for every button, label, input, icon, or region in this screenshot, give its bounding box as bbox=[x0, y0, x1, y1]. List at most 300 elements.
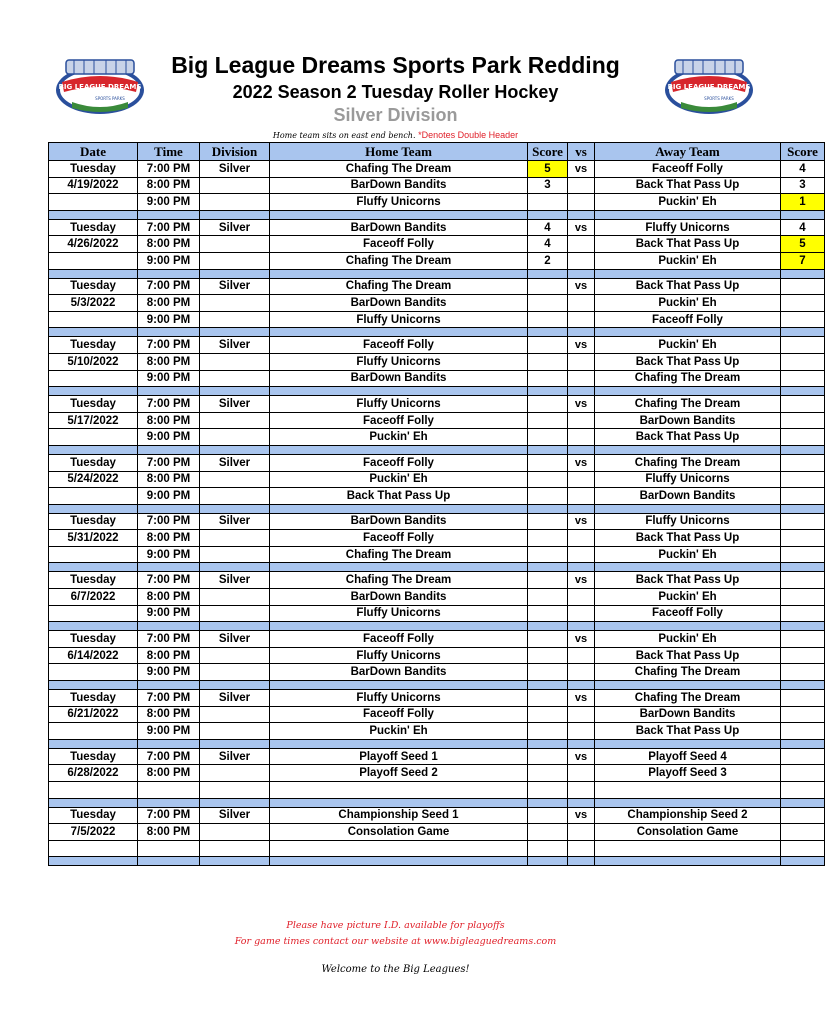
game-time: 9:00 PM bbox=[138, 546, 200, 563]
away-team: Puckin' Eh bbox=[595, 546, 781, 563]
game-date: 5/31/2022 bbox=[49, 530, 138, 547]
away-team: Puckin' Eh bbox=[595, 252, 781, 269]
separator-cell bbox=[528, 445, 568, 454]
home-score bbox=[528, 840, 568, 857]
game-time: 9:00 PM bbox=[138, 605, 200, 622]
bench-note bbox=[0, 130, 791, 140]
home-score bbox=[528, 706, 568, 723]
game-row bbox=[49, 370, 825, 387]
game-division: Silver bbox=[200, 219, 270, 236]
away-score: 3 bbox=[781, 177, 825, 194]
game-day: Tuesday bbox=[49, 278, 138, 295]
vs-label bbox=[568, 488, 595, 505]
col-header-away-score: Score bbox=[781, 143, 825, 161]
separator-cell bbox=[49, 504, 138, 513]
home-score: 5 bbox=[528, 161, 568, 178]
game-time: 7:00 PM bbox=[138, 513, 200, 530]
separator-cell bbox=[568, 269, 595, 278]
separator-cell bbox=[270, 739, 528, 748]
separator-cell bbox=[270, 328, 528, 337]
away-score bbox=[781, 690, 825, 707]
game-division: Silver bbox=[200, 807, 270, 824]
separator-cell bbox=[138, 328, 200, 337]
separator-cell bbox=[270, 504, 528, 513]
away-score bbox=[781, 664, 825, 681]
home-score: 4 bbox=[528, 236, 568, 253]
away-score: 4 bbox=[781, 219, 825, 236]
game-row bbox=[49, 396, 825, 413]
away-team: Faceoff Folly bbox=[595, 161, 781, 178]
away-score bbox=[781, 353, 825, 370]
footer-website-note: For game times contact our website at www.bigleaguedreams.com bbox=[234, 936, 557, 947]
vs-label bbox=[568, 706, 595, 723]
game-time: 7:00 PM bbox=[138, 572, 200, 589]
game-division bbox=[200, 370, 270, 387]
separator-cell bbox=[781, 387, 825, 396]
home-team: Faceoff Folly bbox=[270, 631, 528, 648]
game-date: 6/14/2022 bbox=[49, 647, 138, 664]
vs-label bbox=[568, 664, 595, 681]
separator-cell bbox=[138, 622, 200, 631]
vs-label bbox=[568, 647, 595, 664]
schedule-body bbox=[49, 161, 825, 866]
vs-label: vs bbox=[568, 396, 595, 413]
page-title: Big League Dreams Sports Park Redding bbox=[171, 52, 620, 78]
away-team: Back That Pass Up bbox=[595, 278, 781, 295]
game-division bbox=[200, 311, 270, 328]
away-score bbox=[781, 572, 825, 589]
home-score bbox=[528, 396, 568, 413]
vs-label bbox=[568, 765, 595, 782]
away-team: Chafing The Dream bbox=[595, 664, 781, 681]
week-separator bbox=[49, 857, 825, 866]
week-separator bbox=[49, 622, 825, 631]
away-score bbox=[781, 782, 825, 799]
separator-cell bbox=[138, 681, 200, 690]
away-team: Faceoff Folly bbox=[595, 311, 781, 328]
game-time: 8:00 PM bbox=[138, 589, 200, 606]
away-team: BarDown Bandits bbox=[595, 488, 781, 505]
away-score bbox=[781, 454, 825, 471]
separator-cell bbox=[781, 504, 825, 513]
away-team: Playoff Seed 4 bbox=[595, 748, 781, 765]
home-score bbox=[528, 471, 568, 488]
game-time: 9:00 PM bbox=[138, 252, 200, 269]
game-time: 8:00 PM bbox=[138, 647, 200, 664]
footer-id-note: Please have picture I.D. available for playoffs bbox=[286, 920, 505, 931]
separator-cell bbox=[270, 387, 528, 396]
home-team: Fluffy Unicorns bbox=[270, 396, 528, 413]
vs-label: vs bbox=[568, 690, 595, 707]
home-team: Faceoff Folly bbox=[270, 337, 528, 354]
away-score bbox=[781, 631, 825, 648]
vs-label bbox=[568, 236, 595, 253]
vs-label bbox=[568, 311, 595, 328]
separator-cell bbox=[200, 681, 270, 690]
away-score bbox=[781, 337, 825, 354]
away-team: Playoff Seed 3 bbox=[595, 765, 781, 782]
separator-cell bbox=[595, 210, 781, 219]
away-score bbox=[781, 824, 825, 841]
game-row bbox=[49, 572, 825, 589]
week-separator bbox=[49, 504, 825, 513]
separator-cell bbox=[781, 563, 825, 572]
game-row bbox=[49, 278, 825, 295]
game-time: 8:00 PM bbox=[138, 177, 200, 194]
col-header-date: Date bbox=[49, 143, 138, 161]
col-header-away-team: Away Team bbox=[595, 143, 781, 161]
separator-cell bbox=[270, 445, 528, 454]
home-team: Consolation Game bbox=[270, 824, 528, 841]
away-team: Fluffy Unicorns bbox=[595, 471, 781, 488]
game-division: Silver bbox=[200, 572, 270, 589]
home-team: Puckin' Eh bbox=[270, 471, 528, 488]
vs-label bbox=[568, 723, 595, 740]
separator-cell bbox=[200, 387, 270, 396]
home-score bbox=[528, 488, 568, 505]
away-team: BarDown Bandits bbox=[595, 706, 781, 723]
away-team: Back That Pass Up bbox=[595, 177, 781, 194]
table-header-row bbox=[49, 143, 825, 161]
game-time: 7:00 PM bbox=[138, 690, 200, 707]
game-division: Silver bbox=[200, 748, 270, 765]
separator-cell bbox=[270, 857, 528, 866]
away-score bbox=[781, 471, 825, 488]
game-row bbox=[49, 690, 825, 707]
game-division: Silver bbox=[200, 278, 270, 295]
separator-cell bbox=[781, 445, 825, 454]
home-team: Chafing The Dream bbox=[270, 161, 528, 178]
separator-cell bbox=[49, 563, 138, 572]
home-score bbox=[528, 723, 568, 740]
division-heading: Silver Division bbox=[333, 105, 458, 125]
game-division bbox=[200, 782, 270, 799]
away-team: Faceoff Folly bbox=[595, 605, 781, 622]
game-time: 9:00 PM bbox=[138, 370, 200, 387]
week-separator bbox=[49, 328, 825, 337]
week-separator bbox=[49, 739, 825, 748]
game-division bbox=[200, 177, 270, 194]
separator-cell bbox=[595, 857, 781, 866]
game-row bbox=[49, 647, 825, 664]
separator-cell bbox=[568, 328, 595, 337]
away-team: Back That Pass Up bbox=[595, 530, 781, 547]
separator-cell bbox=[200, 269, 270, 278]
separator-cell bbox=[781, 798, 825, 807]
separator-cell bbox=[528, 622, 568, 631]
home-team: Puckin' Eh bbox=[270, 723, 528, 740]
game-time: 8:00 PM bbox=[138, 353, 200, 370]
game-row bbox=[49, 337, 825, 354]
game-division: Silver bbox=[200, 396, 270, 413]
separator-cell bbox=[781, 328, 825, 337]
away-score bbox=[781, 530, 825, 547]
separator-cell bbox=[528, 210, 568, 219]
away-team: Championship Seed 2 bbox=[595, 807, 781, 824]
game-time: 8:00 PM bbox=[138, 530, 200, 547]
game-division: Silver bbox=[200, 513, 270, 530]
home-score bbox=[528, 664, 568, 681]
vs-label bbox=[568, 546, 595, 563]
game-time: 8:00 PM bbox=[138, 295, 200, 312]
away-score bbox=[781, 647, 825, 664]
game-division bbox=[200, 546, 270, 563]
separator-cell bbox=[200, 622, 270, 631]
home-team: Fluffy Unicorns bbox=[270, 311, 528, 328]
game-time: 7:00 PM bbox=[138, 631, 200, 648]
week-separator bbox=[49, 387, 825, 396]
separator-cell bbox=[781, 681, 825, 690]
home-team: BarDown Bandits bbox=[270, 295, 528, 312]
home-score bbox=[528, 454, 568, 471]
game-division bbox=[200, 471, 270, 488]
game-row bbox=[49, 824, 825, 841]
home-team bbox=[270, 782, 528, 799]
away-team: Back That Pass Up bbox=[595, 236, 781, 253]
home-team: Fluffy Unicorns bbox=[270, 605, 528, 622]
away-score bbox=[781, 840, 825, 857]
separator-cell bbox=[200, 328, 270, 337]
vs-label: vs bbox=[568, 337, 595, 354]
home-team: BarDown Bandits bbox=[270, 219, 528, 236]
game-division bbox=[200, 252, 270, 269]
home-score bbox=[528, 412, 568, 429]
game-row bbox=[49, 311, 825, 328]
game-time: 9:00 PM bbox=[138, 664, 200, 681]
game-division bbox=[200, 605, 270, 622]
separator-cell bbox=[270, 798, 528, 807]
separator-cell bbox=[568, 563, 595, 572]
empty-cell bbox=[49, 429, 138, 446]
separator-cell bbox=[270, 622, 528, 631]
home-team: Fluffy Unicorns bbox=[270, 353, 528, 370]
separator-cell bbox=[200, 739, 270, 748]
game-division bbox=[200, 589, 270, 606]
separator-cell bbox=[49, 328, 138, 337]
separator-cell bbox=[270, 681, 528, 690]
home-team bbox=[270, 840, 528, 857]
vs-label bbox=[568, 840, 595, 857]
away-team: Puckin' Eh bbox=[595, 194, 781, 211]
game-time bbox=[138, 840, 200, 857]
game-division: Silver bbox=[200, 690, 270, 707]
game-row bbox=[49, 177, 825, 194]
home-score bbox=[528, 370, 568, 387]
away-score bbox=[781, 278, 825, 295]
separator-cell bbox=[528, 681, 568, 690]
game-division bbox=[200, 236, 270, 253]
away-team: Back That Pass Up bbox=[595, 429, 781, 446]
separator-cell bbox=[138, 210, 200, 219]
separator-cell bbox=[595, 563, 781, 572]
vs-label: vs bbox=[568, 572, 595, 589]
game-division bbox=[200, 530, 270, 547]
schedule-table bbox=[48, 142, 825, 866]
game-division bbox=[200, 353, 270, 370]
separator-cell bbox=[568, 798, 595, 807]
home-team: Faceoff Folly bbox=[270, 236, 528, 253]
vs-label bbox=[568, 353, 595, 370]
away-team: Chafing The Dream bbox=[595, 454, 781, 471]
game-division bbox=[200, 429, 270, 446]
away-team bbox=[595, 782, 781, 799]
home-score bbox=[528, 530, 568, 547]
vs-label: vs bbox=[568, 454, 595, 471]
game-row bbox=[49, 236, 825, 253]
away-score bbox=[781, 546, 825, 563]
home-score bbox=[528, 631, 568, 648]
away-score bbox=[781, 412, 825, 429]
game-day: Tuesday bbox=[49, 396, 138, 413]
home-team: BarDown Bandits bbox=[270, 370, 528, 387]
away-team: Puckin' Eh bbox=[595, 295, 781, 312]
away-score bbox=[781, 723, 825, 740]
separator-cell bbox=[568, 210, 595, 219]
game-date: 6/28/2022 bbox=[49, 765, 138, 782]
home-score bbox=[528, 546, 568, 563]
game-day: Tuesday bbox=[49, 337, 138, 354]
vs-label bbox=[568, 429, 595, 446]
away-team: Puckin' Eh bbox=[595, 337, 781, 354]
game-division bbox=[200, 824, 270, 841]
game-row bbox=[49, 706, 825, 723]
home-team: Puckin' Eh bbox=[270, 429, 528, 446]
separator-cell bbox=[49, 210, 138, 219]
game-row bbox=[49, 840, 825, 857]
separator-cell bbox=[49, 445, 138, 454]
separator-cell bbox=[595, 445, 781, 454]
home-score bbox=[528, 824, 568, 841]
separator-cell bbox=[781, 622, 825, 631]
home-score: 3 bbox=[528, 177, 568, 194]
separator-cell bbox=[781, 857, 825, 866]
home-team: Chafing The Dream bbox=[270, 572, 528, 589]
home-team: Chafing The Dream bbox=[270, 278, 528, 295]
separator-cell bbox=[49, 739, 138, 748]
svg-text:BIG LEAGUE DREAMS: BIG LEAGUE DREAMS bbox=[667, 83, 751, 91]
separator-cell bbox=[270, 563, 528, 572]
empty-cell bbox=[49, 311, 138, 328]
separator-cell bbox=[781, 210, 825, 219]
separator-cell bbox=[200, 798, 270, 807]
game-day: Tuesday bbox=[49, 219, 138, 236]
game-division bbox=[200, 488, 270, 505]
game-division: Silver bbox=[200, 454, 270, 471]
game-day: Tuesday bbox=[49, 748, 138, 765]
empty-cell bbox=[49, 252, 138, 269]
game-row bbox=[49, 605, 825, 622]
home-score bbox=[528, 748, 568, 765]
empty-cell bbox=[49, 546, 138, 563]
home-score bbox=[528, 513, 568, 530]
empty-cell bbox=[49, 840, 138, 857]
game-row bbox=[49, 807, 825, 824]
game-division bbox=[200, 412, 270, 429]
home-score bbox=[528, 605, 568, 622]
away-team: Back That Pass Up bbox=[595, 572, 781, 589]
away-team: Fluffy Unicorns bbox=[595, 219, 781, 236]
game-date: 4/26/2022 bbox=[49, 236, 138, 253]
home-score: 2 bbox=[528, 252, 568, 269]
separator-cell bbox=[528, 504, 568, 513]
game-time: 8:00 PM bbox=[138, 412, 200, 429]
empty-cell bbox=[49, 488, 138, 505]
separator-cell bbox=[200, 857, 270, 866]
home-score bbox=[528, 765, 568, 782]
separator-cell bbox=[200, 210, 270, 219]
game-row bbox=[49, 664, 825, 681]
home-team: Faceoff Folly bbox=[270, 412, 528, 429]
separator-cell bbox=[138, 445, 200, 454]
separator-cell bbox=[270, 269, 528, 278]
away-score bbox=[781, 748, 825, 765]
game-time: 8:00 PM bbox=[138, 706, 200, 723]
game-row bbox=[49, 454, 825, 471]
game-row bbox=[49, 412, 825, 429]
game-time: 9:00 PM bbox=[138, 429, 200, 446]
away-score bbox=[781, 295, 825, 312]
game-division bbox=[200, 706, 270, 723]
col-header-division: Division bbox=[200, 143, 270, 161]
separator-cell bbox=[528, 798, 568, 807]
game-row bbox=[49, 530, 825, 547]
game-date: 4/19/2022 bbox=[49, 177, 138, 194]
separator-cell bbox=[568, 739, 595, 748]
home-team: Back That Pass Up bbox=[270, 488, 528, 505]
game-time: 9:00 PM bbox=[138, 723, 200, 740]
vs-label: vs bbox=[568, 631, 595, 648]
vs-label bbox=[568, 252, 595, 269]
home-team: BarDown Bandits bbox=[270, 664, 528, 681]
game-row bbox=[49, 252, 825, 269]
vs-label: vs bbox=[568, 278, 595, 295]
home-score bbox=[528, 647, 568, 664]
separator-cell bbox=[138, 269, 200, 278]
vs-label bbox=[568, 824, 595, 841]
game-division: Silver bbox=[200, 337, 270, 354]
game-division bbox=[200, 765, 270, 782]
game-day: Tuesday bbox=[49, 454, 138, 471]
game-division: Silver bbox=[200, 631, 270, 648]
away-score: 4 bbox=[781, 161, 825, 178]
vs-label bbox=[568, 471, 595, 488]
separator-cell bbox=[595, 622, 781, 631]
vs-label bbox=[568, 295, 595, 312]
game-division bbox=[200, 664, 270, 681]
separator-cell bbox=[568, 504, 595, 513]
col-header-home-team: Home Team bbox=[270, 143, 528, 161]
away-team: Fluffy Unicorns bbox=[595, 513, 781, 530]
game-date: 5/3/2022 bbox=[49, 295, 138, 312]
game-row bbox=[49, 488, 825, 505]
away-score bbox=[781, 765, 825, 782]
game-row bbox=[49, 161, 825, 178]
game-row bbox=[49, 589, 825, 606]
game-time: 7:00 PM bbox=[138, 278, 200, 295]
vs-label bbox=[568, 194, 595, 211]
away-score bbox=[781, 370, 825, 387]
separator-cell bbox=[49, 857, 138, 866]
separator-cell bbox=[595, 681, 781, 690]
game-date: 5/17/2022 bbox=[49, 412, 138, 429]
game-time bbox=[138, 782, 200, 799]
home-score bbox=[528, 353, 568, 370]
away-score: 1 bbox=[781, 194, 825, 211]
away-team: BarDown Bandits bbox=[595, 412, 781, 429]
vs-label bbox=[568, 177, 595, 194]
game-row bbox=[49, 353, 825, 370]
away-score bbox=[781, 488, 825, 505]
